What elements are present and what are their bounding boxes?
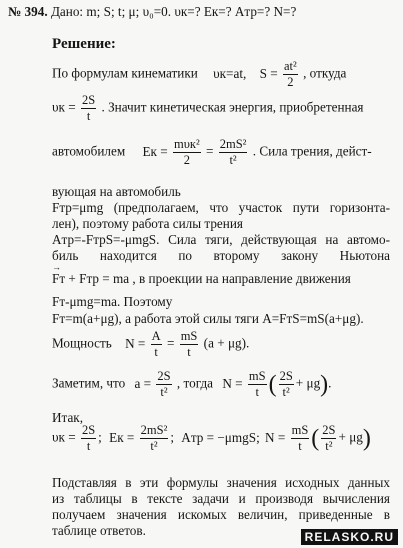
note-n-tail: + μg [295,375,321,391]
res-vk-den: t [86,439,91,453]
power-num-1: A [151,329,161,343]
conclusion-line-3: получаем значения искомых величин, приведенные в [52,507,390,522]
ek-fraction-2 [219,138,248,167]
vk-fraction [81,94,96,123]
kin-s-lhs: S = [259,65,278,81]
text-line-3: лен), поэтому работа силы трения [52,216,243,231]
note-mid: , тогда [176,375,214,391]
kin-s-num: at² [283,59,297,73]
note-paren-open: ( [268,371,277,398]
note-n-den: t [255,385,259,399]
kin-s-fraction [283,60,298,89]
newton-after: , в проекции на направление движения [132,271,351,286]
text-itak: Итак, [52,410,84,425]
res-paren-close: ) [362,425,371,452]
ek-fraction-1 [173,138,201,167]
res-n-num: mS [291,423,309,437]
text-line-7: Fт=m(a+μg), а работа этой силы тяги A=FтS=mS(a+μg). [52,311,364,326]
text-line-4: Aтр=-FтрS=-μmgS. Сила тяги, действующая на автомо- [52,232,390,247]
vk-after: . Значит кинетическая энергия, приобретенная [101,99,364,115]
formula-power [52,330,249,359]
note-n-num: mS [248,369,266,383]
res-n-lhs: N = [265,429,286,445]
ek-den-2: t² [229,153,237,167]
ek-num-1: mυк² [173,137,200,151]
res-ek-fraction [140,424,169,453]
vk-lhs: υк = [52,99,76,115]
res-n-den: t [298,439,302,453]
vk-num: 2S [81,93,96,107]
conclusion-line-1: Подставляя в эти формулы значения исходных данных [52,475,390,490]
formula-newton [52,271,351,287]
note-text: Заметим, что [52,375,126,391]
formula-results [52,424,371,453]
problem-header [8,4,296,20]
res-n-tail: + μg [338,429,363,445]
problem-number: № 394. [8,4,48,19]
res-sep-2: ; [170,429,174,445]
conclusion-line-4: таблице ответов. [52,523,146,538]
formula-ek [52,138,372,167]
power-eq: = [166,335,175,351]
power-fraction-2 [180,330,199,359]
formula-vk [52,94,364,123]
note-a-den: t² [160,385,168,399]
text-line-5: биль находится по второму закону Ньютона [52,248,390,263]
res-n-inner-den: t² [325,439,333,453]
kin-text: По формулам кинематики [52,65,198,81]
note-a-lhs: a = [134,375,152,391]
ek-eq: = [206,143,214,159]
text-line-6: Fт-μmg=ma. Поэтому [52,294,173,309]
res-vk-num: 2S [81,423,96,437]
power-fraction-1 [151,330,162,359]
res-ek-num: 2mS² [140,423,168,437]
res-vk-lhs: υк = [52,429,76,445]
power-after: (a + μg). [203,335,250,351]
text-line-1: вующая на автомобиль [52,184,181,199]
res-sep-1: ; [98,429,102,445]
note-n-lhs: N = [222,375,243,391]
res-ek-lhs: Eк = [109,429,135,445]
ek-num-2: 2mS² [219,137,247,151]
note-a-num: 2S [157,369,171,383]
formula-note [52,370,331,399]
newton-lhs: → Fт + Fтр = ma [52,271,129,287]
res-ek-den: t² [150,439,158,453]
power-lhs: N = [125,335,146,351]
res-atr: Aтр = −μmgS; [181,429,260,445]
res-n-inner-num: 2S [322,423,336,437]
kin-after: , откуда [303,65,347,81]
problem-given: Дано: m; S; t; μ; υ₀=0. υк=? Eк=? Aтр=? N=? [50,4,297,19]
vk-den: t [86,109,91,123]
res-n-fraction [291,424,310,453]
kin-velocity: υк=at, [213,65,247,81]
note-end: . [328,375,332,391]
res-vk-fraction [81,424,96,453]
note-paren-close: ) [320,371,329,398]
power-text: Мощность [52,335,112,351]
res-paren-open: ( [311,425,320,452]
note-a-fraction [156,370,171,399]
note-n-inner-num: 2S [279,369,293,383]
power-den-1: t [154,345,158,359]
note-n-inner-fraction [279,370,294,399]
ek-after: . Сила трения, дейст- [252,143,372,159]
kin-s-den: 2 [287,75,294,89]
watermark-logo: RELASKO.RU [301,529,398,545]
note-n-inner-den: t² [282,385,290,399]
conclusion-line-2: из таблицы в тексте задачи и производя вычисления [52,491,390,506]
ek-lhs: Eк = [142,143,168,159]
power-num-2: mS [180,329,198,343]
power-den-2: t [187,345,191,359]
formula-kinematics [52,60,346,89]
ek-den-1: 2 [183,153,190,167]
res-n-inner-fraction [321,424,336,453]
solution-heading: Решение: [52,36,116,52]
text-line-2: Fтр=μmg (предполагаем, что участок пути горизонта- [52,200,390,215]
note-n-fraction [248,370,267,399]
ek-text: автомобилем [52,143,126,159]
